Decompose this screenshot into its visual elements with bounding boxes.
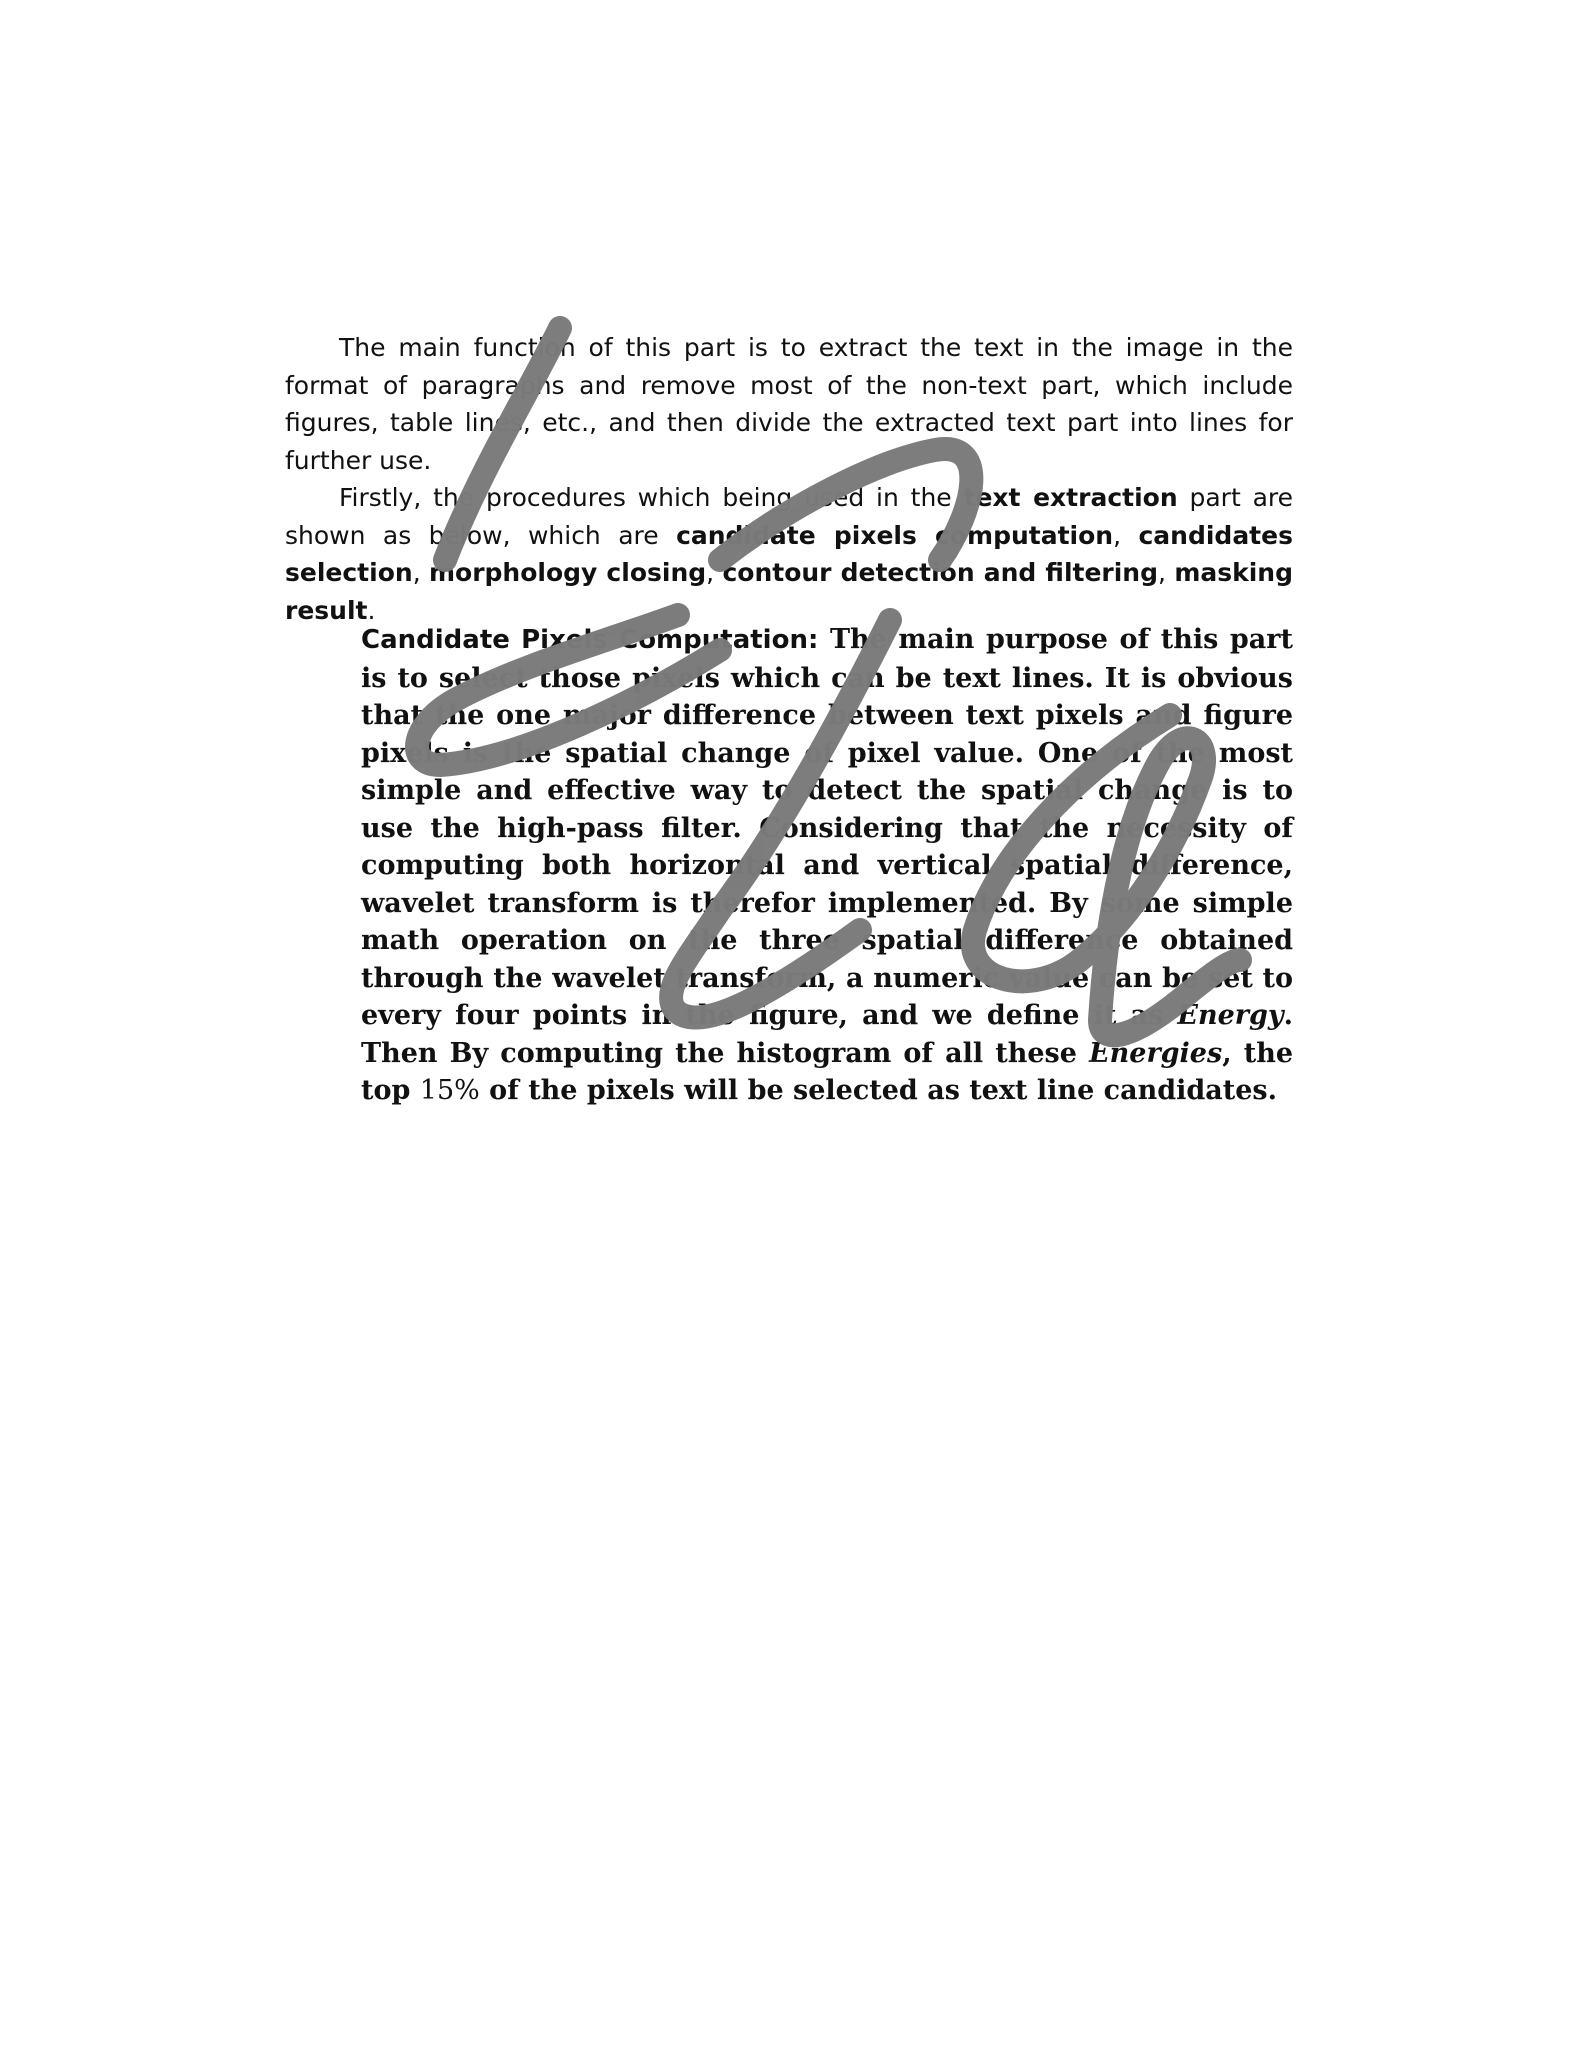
intro-text bbox=[285, 329, 1293, 629]
term-text-extraction: text extraction bbox=[963, 483, 1178, 512]
separator: , bbox=[706, 558, 723, 587]
term-candidate-pixels: candidate pixels computation bbox=[676, 520, 1114, 550]
term-masking-result: masking result bbox=[285, 558, 1294, 625]
term-contour-detection: contour detection and filtering bbox=[722, 558, 1159, 587]
section-body-d: of the pixels will be selected as text line candidates. bbox=[479, 1075, 1277, 1106]
candidate-pixels-section bbox=[361, 621, 1293, 1110]
section-body-b: . Then By computing the histogram of all these bbox=[361, 1000, 1293, 1069]
period: . bbox=[367, 595, 376, 625]
percent-value: 15% bbox=[419, 1075, 480, 1106]
separator: , bbox=[1113, 520, 1139, 550]
energies-term: Energies bbox=[1089, 1037, 1223, 1069]
term-morphology-closing: morphology closing bbox=[428, 558, 707, 587]
section-body-c: , the top bbox=[361, 1037, 1294, 1106]
intro-paragraph-1: The main function of this part is to extract the text in the image in the format of paragraphs and remove most of the non-text part, which include figures, table lines, etc., and then divide the extracted text part into lines for further use. bbox=[285, 333, 1293, 475]
intro-paragraph-2 bbox=[285, 479, 1293, 629]
p2-mid: part are shown as below, which are bbox=[285, 483, 1294, 550]
separator: , bbox=[1158, 558, 1175, 587]
energy-term: Energy bbox=[1177, 1000, 1284, 1031]
term-candidates-selection: candidates selection bbox=[285, 520, 1293, 587]
section-heading: Candidate Pixels Computation: bbox=[361, 625, 819, 655]
p2-start: Firstly, the procedures which being used in the bbox=[339, 483, 964, 512]
section-body-a: The main purpose of this part is to select those pixels which can be text lines. It is obvious that the one major difference between text pixels and figure pixels is the spatial change of pixel value. One of the most simple and effective way to detect the spatial change is to use the high-pass filter. Considering that the necessity of computing both horizontal and vertical spatial difference, wavelet transform is therefor implemented. By some simple math operation on the three spatial difference obtained through the wavelet transform, a numeric value can be set to every four points in the figure, and we define it as bbox=[361, 624, 1293, 1031]
separator: , bbox=[412, 558, 429, 587]
